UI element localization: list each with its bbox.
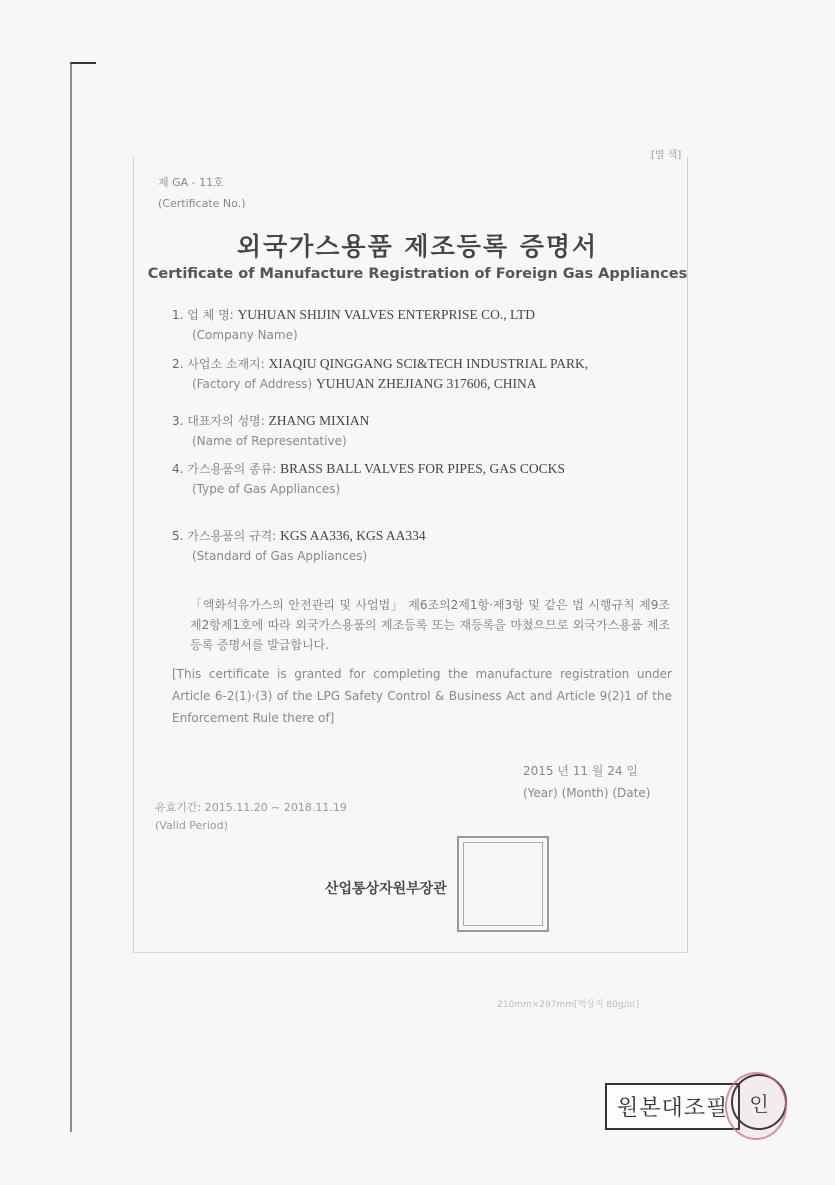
valid-period-en: (Valid Period) (155, 819, 228, 832)
valid-period (155, 799, 347, 835)
issuer-name: 산업통상자원부장관 (325, 881, 447, 897)
stamp-label: 원본대조필 (605, 1083, 740, 1130)
field-value: BRASS BALL VALVES FOR PIPES, GAS COCKS (280, 461, 565, 476)
body-paragraph-ko: 「액화석유가스의 안전관리 및 사업법」 제6조의2제1항·제3항 및 같은 법 시행규칙 제9조제2항제1호에 따라 외국가스용품의 제조등록 또는 재등록을 마쳤으므로 외국가스용품 제조등록 증명서를 발급합니다. (190, 598, 670, 652)
issue-date-labels: (Year) (Month) (Date) (523, 786, 651, 800)
issue-date-line: 2015 년 11 월 24 일 (523, 764, 638, 778)
field-value: ZHANG MIXIAN (268, 413, 370, 428)
field-number: 3. (172, 414, 184, 428)
field-label-en: (Name of Representative) (192, 434, 347, 448)
field-number: 1. (172, 308, 184, 322)
field-number: 2. (172, 357, 184, 371)
stamp-circle: 인 (731, 1074, 787, 1130)
scan-corner-mark (70, 62, 96, 64)
scan-edge-line (70, 62, 72, 1132)
field-number: 5. (172, 529, 184, 543)
valid-period-ko: 유효기간: 2015.11.20 ~ 2018.11.19 (155, 801, 347, 814)
field-label-ko: 가스용품의 종류: (187, 462, 277, 476)
official-seal-inner (463, 842, 543, 926)
form-tag: [별 색] (651, 150, 682, 161)
footer-paper-spec: 210mm×297mm[백상지 80g/㎡] (497, 1000, 640, 1010)
field-label-ko: 대표자의 성명: (187, 414, 265, 428)
field-label-ko: 업 체 명: (187, 308, 234, 322)
field-label-ko: 사업소 소재지: (187, 357, 265, 371)
field-value: XIAQIU QINGGANG SCI&TECH INDUSTRIAL PARK, (268, 356, 589, 371)
certificate-number-en: (Certificate No.) (158, 197, 246, 210)
field-company-name (172, 305, 535, 345)
certificate-number (158, 172, 245, 214)
field-label-ko: 가스용품의 규격: (187, 529, 277, 543)
field-label-en: (Type of Gas Appliances) (192, 482, 341, 496)
original-verified-stamp (605, 1080, 769, 1132)
red-seal-icon (725, 1072, 787, 1140)
field-label-en: (Standard of Gas Appliances) (192, 549, 368, 563)
field-appliance-type (172, 459, 565, 499)
issue-date (523, 760, 650, 804)
field-label-en-text: (Factory of Address) (192, 377, 313, 391)
field-value: KGS AA336, KGS AA334 (280, 528, 426, 543)
body-paragraph-en: [This certificate is granted for completing the manufacture registration under Article 6-2(1)·(3) of the LPG Safety Control & Business Act and Article 9(2)1 of the Enforcement Rule there of] (172, 667, 672, 725)
field-appliance-standard (172, 526, 426, 566)
field-label-en: (Company Name) (192, 328, 298, 342)
document-title-ko: 외국가스용품 제조등록 증명서 (236, 232, 599, 261)
official-seal (457, 836, 549, 932)
field-factory-address (172, 354, 588, 394)
field-value-line2: YUHUAN ZHEJIANG 317606, CHINA (316, 376, 537, 391)
certificate-number-ko: 제 GA - 11호 (158, 176, 224, 189)
field-value: YUHUAN SHIJIN VALVES ENTERPRISE CO., LTD (237, 307, 535, 322)
field-number: 4. (172, 462, 184, 476)
field-representative (172, 411, 369, 451)
document-title-en: Certificate of Manufacture Registration of Foreign Gas Appliances (147, 266, 688, 282)
field-label-en (172, 374, 588, 394)
